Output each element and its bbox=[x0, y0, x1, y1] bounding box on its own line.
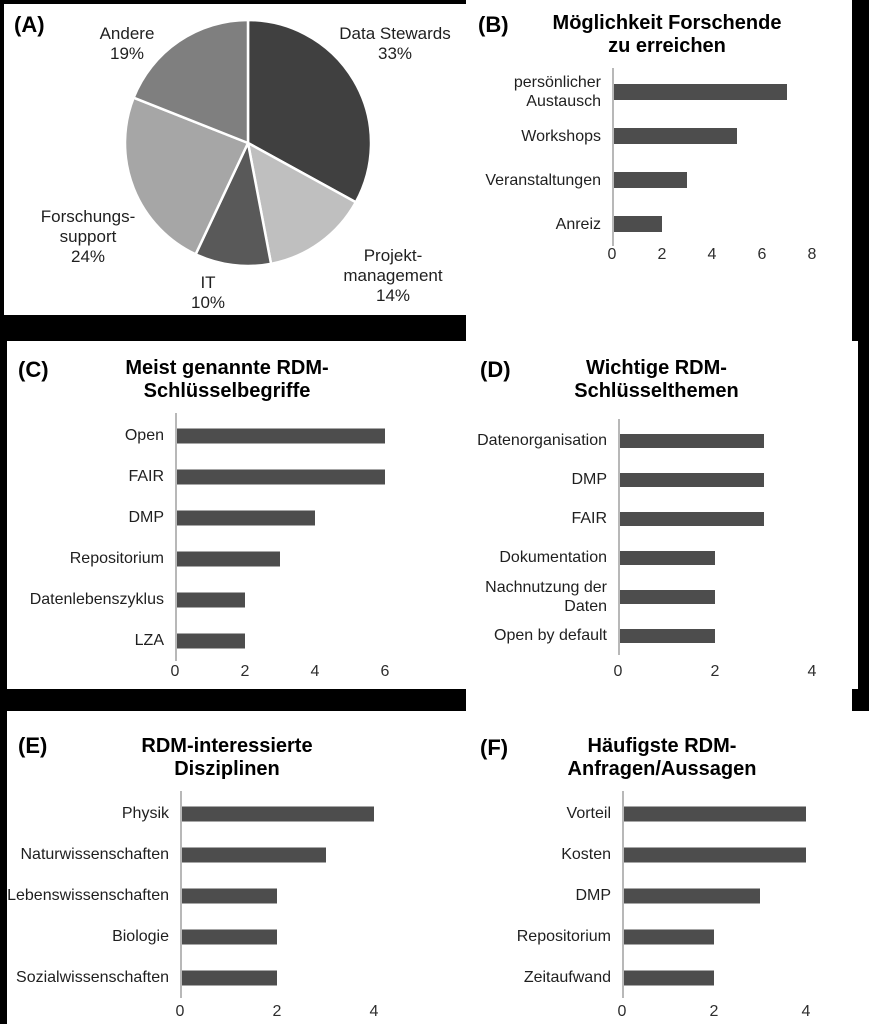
category-label bbox=[439, 927, 622, 946]
panel-letter-b: (B) bbox=[478, 12, 509, 37]
category-label bbox=[7, 927, 180, 946]
bar-workshops bbox=[612, 128, 737, 144]
bars-area-c bbox=[7, 415, 431, 661]
category-label-line: LZA bbox=[134, 632, 164, 649]
bar-row-pers-nlicher-austausch bbox=[466, 70, 852, 114]
bar-track bbox=[180, 793, 431, 834]
bar-repositorium bbox=[622, 929, 714, 944]
x-tick-label: 4 bbox=[310, 663, 320, 680]
pie-label-line: IT bbox=[200, 273, 216, 292]
bar-row-naturwissenschaften bbox=[7, 834, 431, 875]
bar-row-workshops bbox=[466, 114, 852, 158]
bar-track bbox=[618, 460, 858, 499]
x-tick-label: 0 bbox=[170, 663, 180, 680]
pie-slice-label-forschungs-support bbox=[23, 207, 153, 267]
category-label bbox=[439, 548, 618, 567]
bar-open-by-default bbox=[618, 629, 715, 643]
category-label-line: Biologie bbox=[112, 928, 169, 945]
chart-title-line: Möglichkeit Forschende bbox=[552, 12, 782, 34]
bar-row-anreiz bbox=[466, 202, 852, 246]
bar-track bbox=[622, 957, 869, 998]
bar-lza bbox=[175, 633, 245, 648]
bar-track bbox=[175, 497, 431, 538]
category-label bbox=[439, 470, 618, 489]
pie-slice-label-data-stewards bbox=[320, 24, 470, 64]
category-label bbox=[7, 631, 175, 650]
x-tick-label: 0 bbox=[175, 1003, 185, 1020]
category-label-line: Veranstaltungen bbox=[485, 171, 601, 189]
chart-f bbox=[439, 711, 869, 1024]
bar-row-fair bbox=[7, 456, 431, 497]
chart-title-line: Anfragen/Aussagen bbox=[567, 758, 757, 780]
category-label-line: Kosten bbox=[561, 846, 611, 863]
category-label-line: Dokumentation bbox=[499, 549, 607, 566]
panel-letter-f: (F) bbox=[480, 735, 509, 760]
chart-title-line: zu erreichen bbox=[608, 35, 726, 57]
chart-title-e bbox=[7, 735, 431, 781]
bar-fair bbox=[618, 512, 764, 526]
pie-label-line: 33% bbox=[377, 44, 413, 63]
pie-label-line: Forschungs- bbox=[40, 207, 136, 226]
bar-datenorganisation bbox=[618, 434, 764, 448]
category-label bbox=[439, 509, 618, 528]
panel-row-c-d bbox=[7, 341, 858, 689]
bar-pers-nlicher-austausch bbox=[612, 84, 787, 100]
bars-area-b bbox=[466, 70, 852, 246]
bar-row-repositorium bbox=[439, 916, 869, 957]
bar-track bbox=[612, 70, 852, 114]
category-label bbox=[439, 431, 618, 450]
bar-row-dokumentation bbox=[439, 538, 858, 577]
bar-track bbox=[180, 957, 431, 998]
bar-row-vorteil bbox=[439, 793, 869, 834]
bar-dokumentation bbox=[618, 551, 715, 565]
category-label-line: FAIR bbox=[571, 510, 607, 527]
bar-row-open-by-default bbox=[439, 616, 858, 655]
bar-track bbox=[175, 456, 431, 497]
panel-letter-a: (A) bbox=[14, 12, 45, 37]
pie-label-line: 19% bbox=[109, 44, 145, 63]
category-label-line: Open by default bbox=[494, 627, 607, 644]
bar-row-lza bbox=[7, 620, 431, 661]
bar-row-nachnutzung-der-daten bbox=[439, 577, 858, 616]
chart-c bbox=[7, 341, 431, 689]
chart-title-line: RDM-interessierte bbox=[141, 735, 313, 757]
pie-label-line: support bbox=[59, 227, 117, 246]
bar-sozialwissenschaften bbox=[180, 970, 277, 985]
category-label bbox=[439, 578, 618, 616]
bar-veranstaltungen bbox=[612, 172, 687, 188]
pie-label-line: 24% bbox=[70, 247, 106, 266]
bar-track bbox=[175, 538, 431, 579]
category-label-line: Open bbox=[124, 427, 164, 444]
bar-row-physik bbox=[7, 793, 431, 834]
bar-track bbox=[612, 158, 852, 202]
panel-letter-d: (D) bbox=[480, 357, 511, 382]
bar-dmp bbox=[618, 473, 764, 487]
bar-row-datenorganisation bbox=[439, 421, 858, 460]
chart-e bbox=[7, 711, 431, 1024]
category-label-line: DMP bbox=[575, 887, 611, 904]
bar-row-fair bbox=[439, 499, 858, 538]
bars-area-d bbox=[439, 421, 858, 655]
category-label bbox=[466, 73, 612, 111]
category-label-line: Nachnutzung der Daten bbox=[485, 578, 607, 615]
bar-track bbox=[622, 916, 869, 957]
category-label bbox=[7, 590, 175, 609]
panel-a-pie-chart bbox=[4, 4, 466, 315]
pie-label-line: 14% bbox=[375, 286, 411, 305]
chart-title-line: Meist genannte RDM- bbox=[125, 357, 329, 379]
bar-row-datenlebenszyklus bbox=[7, 579, 431, 620]
chart-title-line: Schlüsselbegriffe bbox=[143, 380, 311, 402]
category-label bbox=[7, 886, 180, 905]
chart-title-line: Schlüsselthemen bbox=[574, 380, 739, 402]
chart-title-b bbox=[466, 12, 852, 58]
chart-title-line: Disziplinen bbox=[174, 758, 280, 780]
category-label bbox=[439, 626, 618, 645]
category-label bbox=[7, 467, 175, 486]
x-tick-label: 2 bbox=[709, 1003, 719, 1020]
bar-dmp bbox=[622, 888, 760, 903]
bar-row-biologie bbox=[7, 916, 431, 957]
category-label bbox=[466, 215, 612, 234]
bar-lebenswissenschaften bbox=[180, 888, 277, 903]
chart-d bbox=[439, 341, 858, 689]
bar-row-open bbox=[7, 415, 431, 456]
bar-kosten bbox=[622, 847, 806, 862]
x-tick-label: 4 bbox=[807, 663, 817, 680]
x-axis-ticks-d bbox=[613, 663, 858, 683]
bar-row-veranstaltungen bbox=[466, 158, 852, 202]
category-label bbox=[439, 968, 622, 987]
category-label bbox=[7, 508, 175, 527]
pie-slice-label-it bbox=[168, 273, 248, 313]
category-label bbox=[466, 171, 612, 190]
category-label-line: Lebenswissenschaften bbox=[7, 887, 169, 904]
category-label bbox=[439, 845, 622, 864]
x-tick-label: 2 bbox=[657, 246, 667, 263]
x-tick-label: 2 bbox=[240, 663, 250, 680]
bar-vorteil bbox=[622, 806, 806, 821]
category-label bbox=[7, 968, 180, 987]
chart-title-line: Häufigste RDM- bbox=[587, 735, 737, 757]
pie-label-line: management bbox=[343, 266, 443, 285]
category-label-line: Sozialwissenschaften bbox=[16, 969, 169, 986]
y-axis-line bbox=[618, 419, 620, 655]
bar-row-sozialwissenschaften bbox=[7, 957, 431, 998]
category-label-line: FAIR bbox=[128, 468, 164, 485]
x-tick-label: 6 bbox=[757, 246, 767, 263]
bar-zeitaufwand bbox=[622, 970, 714, 985]
bar-biologie bbox=[180, 929, 277, 944]
category-label-line: Repositorium bbox=[69, 550, 164, 567]
category-label bbox=[466, 127, 612, 146]
x-tick-label: 0 bbox=[607, 246, 617, 263]
category-label-line: Datenlebenszyklus bbox=[29, 591, 164, 608]
x-tick-label: 0 bbox=[613, 663, 623, 680]
bar-row-dmp bbox=[439, 875, 869, 916]
x-tick-label: 6 bbox=[380, 663, 390, 680]
category-label bbox=[7, 845, 180, 864]
category-label-line: Zeitaufwand bbox=[523, 969, 611, 986]
bar-naturwissenschaften bbox=[180, 847, 326, 862]
pie-label-line: Andere bbox=[99, 24, 155, 43]
bar-fair bbox=[175, 469, 385, 484]
bar-anreiz bbox=[612, 216, 662, 232]
bar-track bbox=[622, 834, 869, 875]
pie-slice-label-andere bbox=[67, 24, 187, 64]
category-label-line: DMP bbox=[128, 509, 164, 526]
bar-track bbox=[618, 421, 858, 460]
bar-track bbox=[618, 538, 858, 577]
panel-letter-c: (C) bbox=[18, 357, 49, 382]
pie-label-line: 10% bbox=[190, 293, 226, 312]
bar-repositorium bbox=[175, 551, 280, 566]
bar-row-zeitaufwand bbox=[439, 957, 869, 998]
chart-title-line: Wichtige RDM- bbox=[586, 357, 727, 379]
x-axis-ticks-e bbox=[175, 1003, 431, 1023]
category-label-line: Repositorium bbox=[516, 928, 611, 945]
bar-row-dmp bbox=[7, 497, 431, 538]
bar-track bbox=[175, 415, 431, 456]
panel-row-e-f bbox=[7, 711, 869, 1024]
category-label bbox=[7, 426, 175, 445]
x-tick-label: 8 bbox=[807, 246, 817, 263]
bar-track bbox=[180, 875, 431, 916]
bar-dmp bbox=[175, 510, 315, 525]
category-label-line: Datenorganisation bbox=[477, 432, 607, 449]
pie-label-line: Data Stewards bbox=[339, 24, 451, 43]
category-label-line: Workshops bbox=[521, 127, 601, 145]
bar-track bbox=[180, 834, 431, 875]
category-label bbox=[439, 804, 622, 823]
bar-track bbox=[622, 875, 869, 916]
x-tick-label: 2 bbox=[710, 663, 720, 680]
x-tick-label: 2 bbox=[272, 1003, 282, 1020]
bar-track bbox=[618, 499, 858, 538]
bars-area-f bbox=[439, 793, 869, 998]
x-tick-label: 4 bbox=[369, 1003, 379, 1020]
x-tick-label: 4 bbox=[707, 246, 717, 263]
category-label-line: Anreiz bbox=[555, 215, 601, 233]
bar-track bbox=[180, 916, 431, 957]
bar-row-repositorium bbox=[7, 538, 431, 579]
bar-track bbox=[175, 579, 431, 620]
category-label-line: Austausch bbox=[526, 93, 601, 110]
pie-slice-label-projekt-management bbox=[313, 246, 473, 306]
y-axis-line bbox=[612, 68, 614, 246]
bar-track bbox=[612, 202, 852, 246]
pie-label-line: Projekt- bbox=[363, 246, 423, 265]
category-label bbox=[7, 549, 175, 568]
chart-title-c bbox=[7, 357, 431, 403]
category-label-line: Vorteil bbox=[566, 805, 611, 822]
x-tick-label: 4 bbox=[801, 1003, 811, 1020]
bar-row-lebenswissenschaften bbox=[7, 875, 431, 916]
category-label-line: DMP bbox=[571, 471, 607, 488]
bar-datenlebenszyklus bbox=[175, 592, 245, 607]
category-label bbox=[7, 804, 180, 823]
bar-track bbox=[618, 577, 858, 616]
x-axis-ticks-b bbox=[607, 246, 852, 266]
bar-track bbox=[175, 620, 431, 661]
x-axis-ticks-f bbox=[617, 1003, 869, 1023]
category-label bbox=[439, 886, 622, 905]
bar-physik bbox=[180, 806, 374, 821]
category-label-line: persönlicher bbox=[513, 74, 601, 91]
bar-nachnutzung-der-daten bbox=[618, 590, 715, 604]
bars-area-e bbox=[7, 793, 431, 998]
bar-row-dmp bbox=[439, 460, 858, 499]
bar-track bbox=[618, 616, 858, 655]
panel-letter-e: (E) bbox=[18, 733, 48, 758]
bar-open bbox=[175, 428, 385, 443]
x-tick-label: 0 bbox=[617, 1003, 627, 1020]
y-axis-line bbox=[180, 791, 182, 998]
bar-row-kosten bbox=[439, 834, 869, 875]
y-axis-line bbox=[175, 413, 177, 661]
x-axis-ticks-c bbox=[170, 663, 431, 683]
y-axis-line bbox=[622, 791, 624, 998]
category-label-line: Naturwissenschaften bbox=[20, 846, 169, 863]
bar-track bbox=[612, 114, 852, 158]
bar-track bbox=[622, 793, 869, 834]
category-label-line: Physik bbox=[121, 805, 169, 822]
